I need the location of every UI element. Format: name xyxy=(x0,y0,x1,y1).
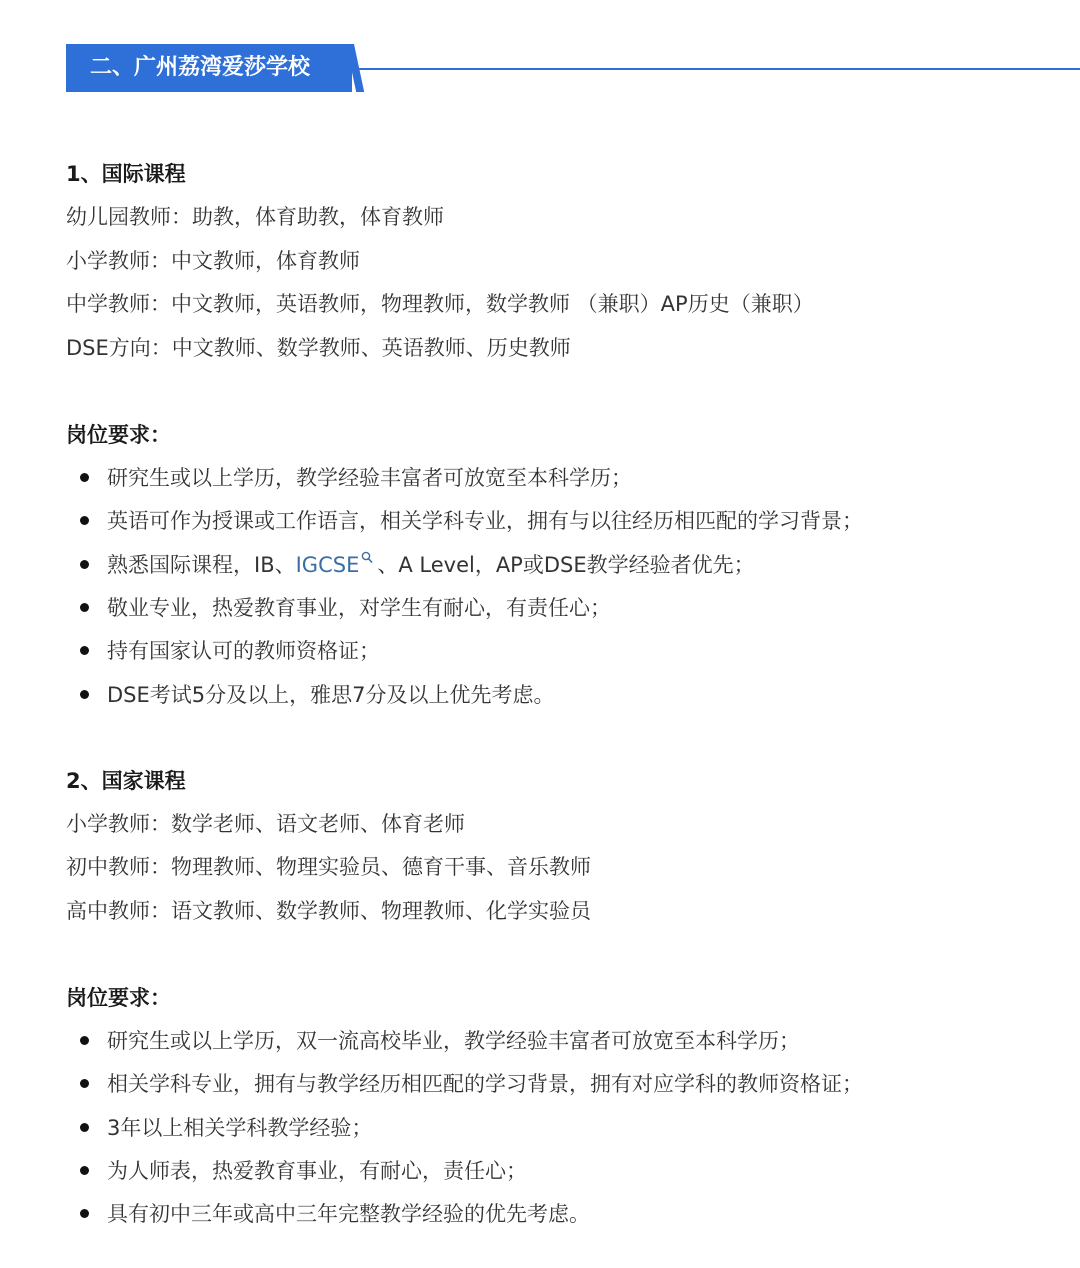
national-line: 初中教师：物理教师、物理实验员、德育干事、音乐教师 xyxy=(66,855,591,879)
intl-req-text: 持有国家认可的教师资格证； xyxy=(107,639,380,663)
intl-req-text: 英语可作为授课或工作语言，相关学科专业，拥有与以往经历相匹配的学习背景； xyxy=(107,509,863,533)
bullet-icon xyxy=(80,560,89,569)
intl-req-item xyxy=(80,550,755,580)
national-line: 高中教师：语文教师、数学教师、物理教师、化学实验员 xyxy=(66,899,591,923)
intl-req-text: 研究生或以上学历，教学经验丰富者可放宽至本科学历； xyxy=(107,466,632,490)
header-divider xyxy=(354,68,1080,70)
intl-req-item xyxy=(80,636,380,666)
intl-line: 幼儿园教师：助教，体育助教，体育教师 xyxy=(66,205,444,229)
bullet-icon xyxy=(80,516,89,525)
intl-req-text: 敬业专业，热爱教育事业，对学生有耐心，有责任心； xyxy=(107,596,611,620)
bullet-icon xyxy=(80,646,89,655)
intl-req-text: DSE考试5分及以上，雅思7分及以上优先考虑。 xyxy=(107,683,555,707)
bullet-icon xyxy=(80,1209,89,1218)
search-icon[interactable] xyxy=(361,551,373,565)
intl-req-item xyxy=(80,593,611,623)
national-req-heading: 岗位要求： xyxy=(66,986,171,1010)
intl-line: 小学教师：中文教师，体育教师 xyxy=(66,249,360,273)
intl-req-text-after: 、A Level，AP或DSE教学经验者优先； xyxy=(377,553,755,577)
section-title: 二、广州荔湾爱莎学校 xyxy=(66,44,352,92)
national-req-item xyxy=(80,1113,372,1143)
bullet-icon xyxy=(80,690,89,699)
national-heading: 2、国家课程 xyxy=(66,769,186,793)
intl-req-item xyxy=(80,506,863,536)
bullet-icon xyxy=(80,1036,89,1045)
national-req-text: 具有初中三年或高中三年完整教学经验的优先考虑。 xyxy=(107,1202,590,1226)
intl-req-item xyxy=(80,680,555,710)
bullet-icon xyxy=(80,473,89,482)
national-line: 小学教师：数学老师、语文老师、体育老师 xyxy=(66,812,465,836)
national-req-item xyxy=(80,1069,863,1099)
intl-req-text-before: 熟悉国际课程，IB、 xyxy=(107,553,296,577)
national-req-item xyxy=(80,1026,800,1056)
national-req-item xyxy=(80,1156,527,1186)
national-req-text: 相关学科专业，拥有与教学经历相匹配的学习背景，拥有对应学科的教师资格证； xyxy=(107,1072,863,1096)
intl-line: DSE方向：中文教师、数学教师、英语教师、历史教师 xyxy=(66,336,571,360)
national-req-text: 为人师表，热爱教育事业，有耐心，责任心； xyxy=(107,1159,527,1183)
bullet-icon xyxy=(80,1166,89,1175)
section-header xyxy=(66,44,1080,94)
bullet-icon xyxy=(80,1079,89,1088)
intl-req-heading: 岗位要求： xyxy=(66,423,171,447)
national-req-text: 3年以上相关学科教学经验； xyxy=(107,1116,373,1140)
igcse-link[interactable]: IGCSE xyxy=(295,553,360,577)
intl-line: 中学教师：中文教师，英语教师，物理教师，数学教师 （兼职）AP历史（兼职） xyxy=(66,292,814,316)
intl-heading: 1、国际课程 xyxy=(66,162,186,186)
national-req-item xyxy=(80,1199,590,1229)
bullet-icon xyxy=(80,1123,89,1132)
national-req-text: 研究生或以上学历，双一流高校毕业，教学经验丰富者可放宽至本科学历； xyxy=(107,1029,800,1053)
bullet-icon xyxy=(80,603,89,612)
intl-req-item xyxy=(80,463,632,493)
